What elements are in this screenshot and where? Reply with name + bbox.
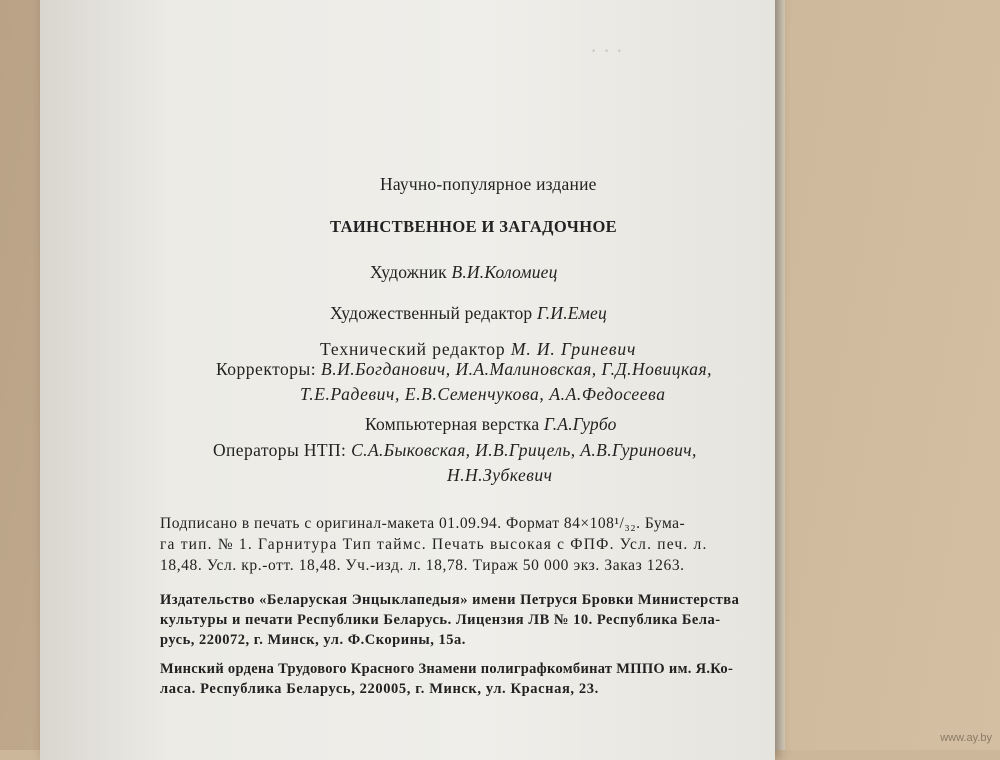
art-editor-label: Художественный редактор — [330, 303, 533, 323]
book-title: ТАИНСТВЕННОЕ И ЗАГАДОЧНОЕ — [330, 217, 618, 236]
operators-line2: Н.Н.Зубкевич — [447, 465, 553, 485]
edition-type: Научно-популярное издание — [380, 174, 597, 194]
correctors-credit — [216, 359, 712, 380]
imprint-line2: га тип. № 1. Гарнитура Тип таймс. Печать высокая с ФПФ. Усл. печ. л. — [160, 536, 708, 553]
tech-editor-name: М. И. Гриневич — [510, 339, 637, 359]
correctors-line1: В.И.Богданович, И.А.Малиновская, Г.Д.Новицкая, — [321, 359, 712, 379]
site-watermark: www.ay.by — [940, 732, 992, 744]
publisher-line1: Издательство «Беларуская Энцыклапедыя» имени Петруся Бровки Министерства — [160, 592, 740, 608]
art-editor-credit — [330, 303, 607, 324]
show-through-text: · · · — [590, 38, 623, 63]
artist-name: В.И.Коломиец — [451, 262, 558, 282]
tech-editor-label: Технический редактор — [320, 339, 506, 359]
publisher-line2: культуры и печати Республики Беларусь. Лицензия ЛВ № 10. Республика Бела- — [160, 612, 721, 628]
layout-credit — [365, 414, 617, 435]
correctors-label: Корректоры: — [216, 359, 317, 379]
operators-credit — [213, 440, 697, 461]
art-editor-name: Г.И.Емец — [536, 303, 607, 323]
layout-name: Г.А.Гурбо — [543, 414, 617, 434]
operators-label: Операторы НТП: — [213, 440, 347, 460]
printer-line2: ласа. Республика Беларусь, 220005, г. Минск, ул. Красная, 23. — [160, 681, 599, 697]
printer-line1: Минский ордена Трудового Красного Знамени полиграфкомбинат МППО им. Я.Ко- — [160, 661, 734, 677]
artist-credit — [370, 262, 558, 283]
operators-line1: С.А.Быковская, И.В.Грицель, А.В.Гуринович, — [351, 440, 697, 460]
correctors-line2: Т.Е.Радевич, Е.В.Семенчукова, А.А.Федосеева — [300, 384, 666, 404]
artist-label: Художник — [370, 262, 447, 282]
publisher-line3: русь, 220072, г. Минск, ул. Ф.Скорины, 15а. — [160, 632, 466, 648]
imprint-line1: Подписано в печать с оригинал-макета 01.09.94. Формат 84×108¹/₃₂. Бума- — [160, 515, 686, 532]
imprint-line3: 18,48. Усл. кр.-отт. 18,48. Уч.-изд. л. 18,78. Тираж 50 000 экз. Заказ 1263. — [160, 557, 685, 574]
page-edge — [775, 0, 785, 750]
layout-label: Компьютерная верстка — [365, 414, 540, 434]
tech-editor-credit — [320, 339, 636, 360]
